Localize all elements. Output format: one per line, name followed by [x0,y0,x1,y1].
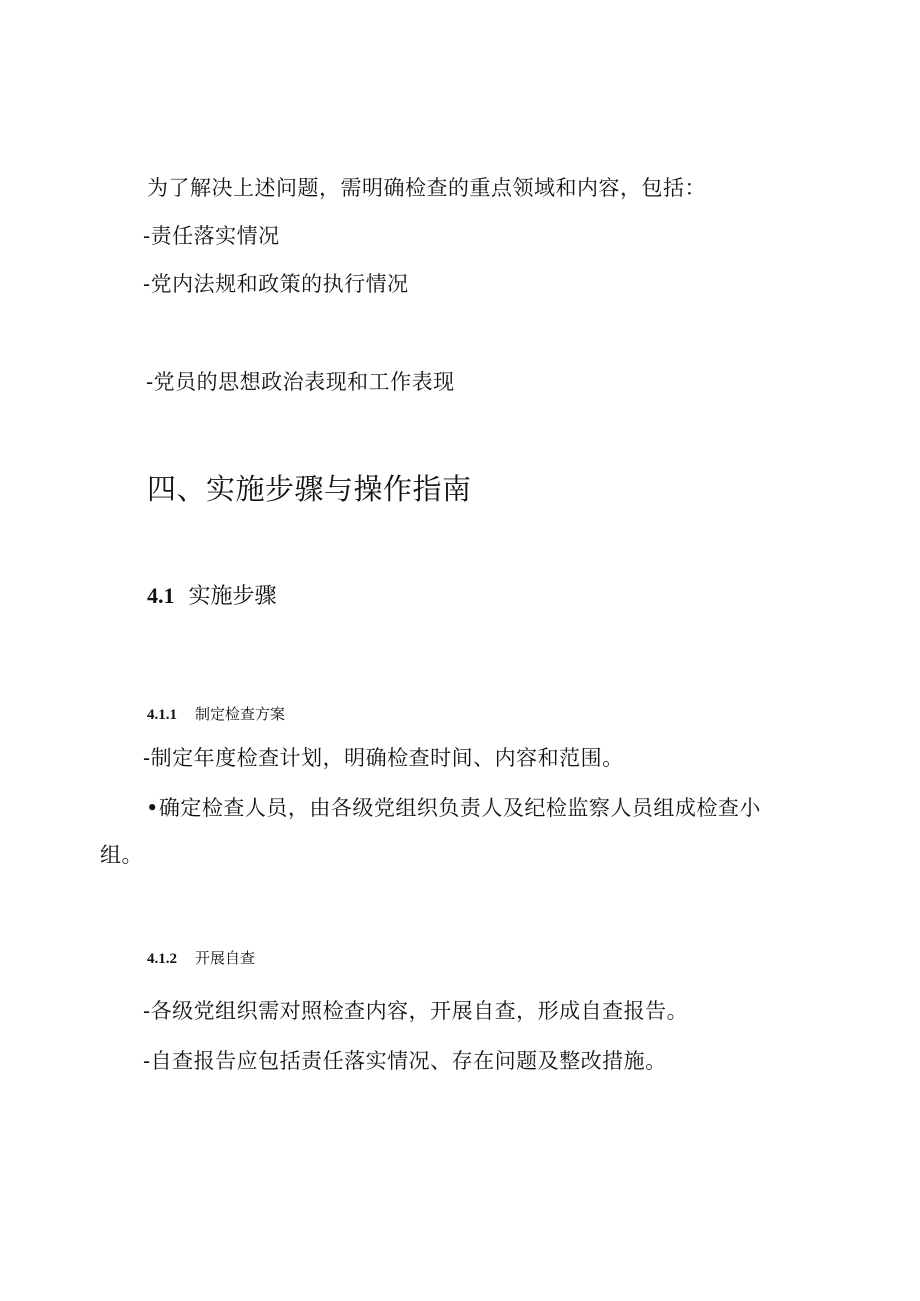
section-4-1-heading [147,579,277,610]
plan-item-personnel: •确定检查人员，由各级党组织负责人及纪检监察人员组成检查小 [146,796,761,820]
section-4-1-2-heading [147,947,255,968]
self-check-item-report: -各级党组织需对照检查内容，开展自查，形成自查报告。 [143,999,689,1023]
section-4-1-number: 4.1 [147,583,175,608]
section-4-1-1-number: 4.1.1 [147,707,177,723]
self-check-item-content: -自查报告应包括责任落实情况、存在问题及整改措施。 [143,1049,667,1073]
plan-item-personnel-continued: 组。 [100,843,143,867]
focus-item-conduct: -党员的思想政治表现和工作表现 [146,370,455,394]
section-4-1-2-title: 开展自查 [195,949,256,967]
section-4-heading: 四、实施步骤与操作指南 [147,472,472,506]
section-4-1-2-number: 4.1.2 [147,951,177,967]
section-4-1-title: 实施步骤 [188,584,277,609]
intro-paragraph: 为了解决上述问题，需明确检查的重点领域和内容，包括： [147,176,706,200]
focus-item-regulations: -党内法规和政策的执行情况 [143,272,409,296]
focus-item-responsibility: -责任落实情况 [143,224,280,248]
section-4-1-1-title: 制定检查方案 [195,705,286,723]
section-4-1-1-heading [147,703,285,724]
plan-item-annual: -制定年度检查计划，明确检查时间、内容和范围。 [143,746,624,770]
